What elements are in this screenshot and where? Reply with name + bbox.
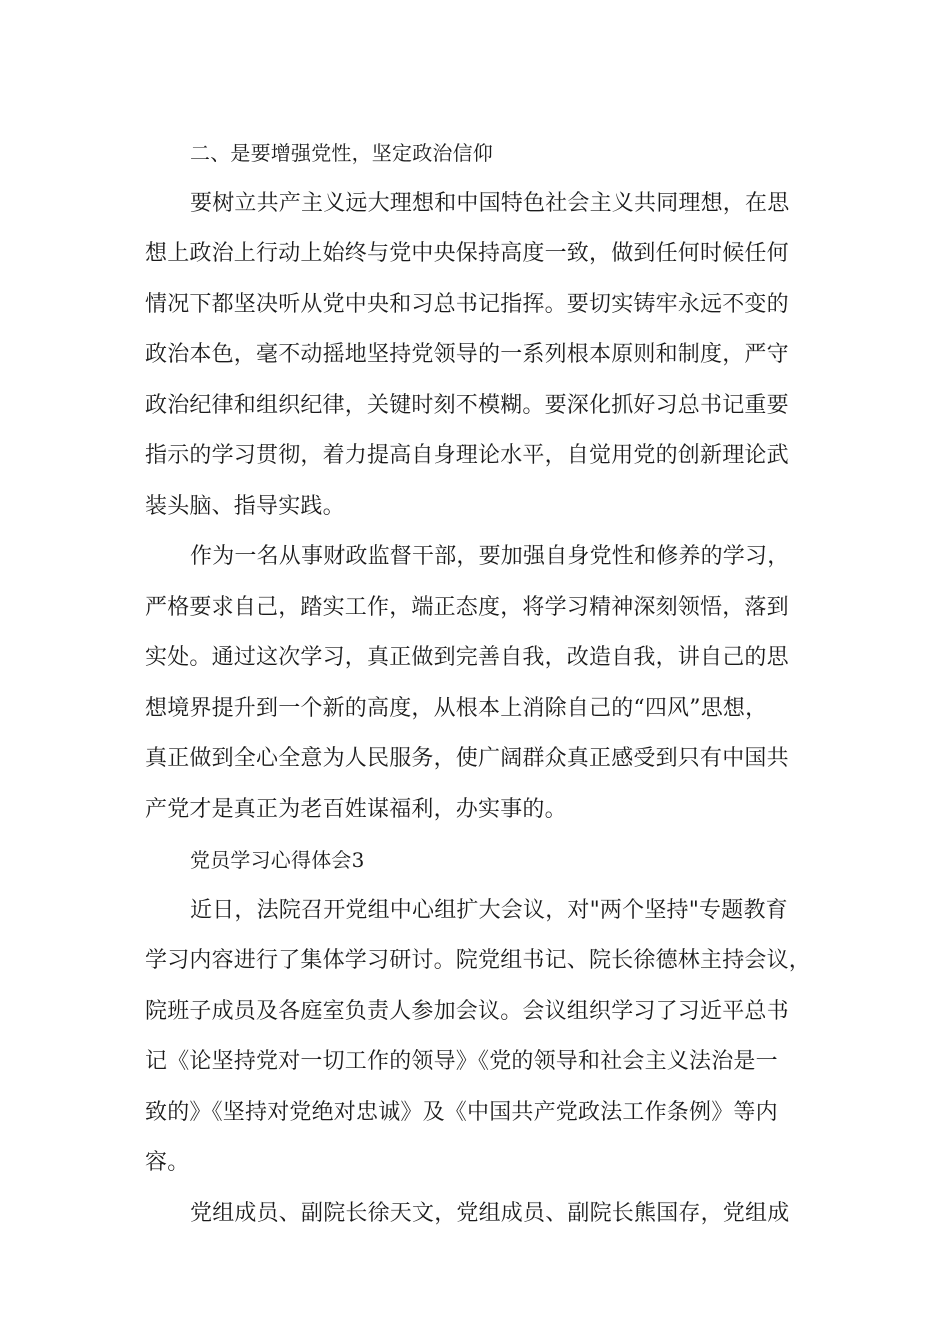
paragraph-line: 作为一名从事财政监督干部，要加强自身党性和修养的学习， bbox=[190, 544, 790, 569]
paragraph-line: 指示的学习贯彻，着力提高自身理论水平，自觉用党的创新理论武 bbox=[145, 443, 789, 468]
paragraph-line: 严格要求自己，踏实工作，端正态度，将学习精神深刻领悟，落到 bbox=[145, 594, 789, 620]
paragraph-line: 学习内容进行了集体学习研讨。院党组书记、院长徐德林主持会议， bbox=[145, 948, 812, 973]
paragraph-line: 产党才是真正为老百姓谋福利，办实事的。 bbox=[145, 796, 567, 822]
paragraph-ideals bbox=[145, 179, 810, 533]
paragraph-line: 容。 bbox=[145, 1150, 190, 1175]
paragraph-line: 政治纪律和组织纪律，关键时刻不模糊。要深化抓好习总书记重要 bbox=[145, 392, 789, 418]
paragraph-line: 实处。通过这次学习，真正做到完善自我，改造自我，讲自己的思 bbox=[145, 645, 789, 670]
paragraph-meeting bbox=[145, 886, 810, 1189]
paragraph-line: 装头脑、指导实践。 bbox=[145, 493, 345, 519]
paragraph-line: 党组成员、副院长徐天文，党组成员、副院长熊国存，党组成 bbox=[190, 1200, 790, 1226]
paragraph-supervision bbox=[145, 532, 810, 835]
paragraph-line: 真正做到全心全意为人民服务，使广阔群众真正感受到只有中国共 bbox=[145, 746, 789, 771]
paragraph-line: 致的》《坚持对党绝对忠诚》及《中国共产党政法工作条例》等内 bbox=[145, 1099, 778, 1125]
paragraph-line: 记《论坚持党对一切工作的领导》《党的领导和社会主义法治是一 bbox=[145, 1049, 778, 1074]
paragraph-line: 情况下都坚决听从党中央和习总书记指挥。要切实铸牢永远不变的 bbox=[145, 291, 789, 317]
section-heading: 二、是要增强党性，坚定政治信仰 bbox=[190, 141, 493, 165]
section-heading: 党员学习心得体会3 bbox=[190, 848, 365, 872]
document-body bbox=[145, 128, 810, 1239]
paragraph-line: 要树立共产主义远大理想和中国特色社会主义共同理想，在思 bbox=[190, 190, 790, 216]
paragraph-line: 院班子成员及各庭室负责人参加会议。会议组织学习了习近平总书 bbox=[145, 998, 789, 1024]
paragraph-members bbox=[145, 1189, 810, 1240]
paragraph-line: 想上政治上行动上始终与党中央保持高度一致，做到任何时候任何 bbox=[145, 241, 789, 266]
paragraph-line: 想境界提升到一个新的高度，从根本上消除自己的“四风”思想， bbox=[145, 695, 768, 721]
paragraph-line: 政治本色，毫不动摇地坚持党领导的一系列根本原则和制度，严守 bbox=[145, 342, 789, 367]
paragraph-line: 近日，法院召开党组中心组扩大会议，对"两个坚持"专题教育 bbox=[190, 897, 788, 923]
